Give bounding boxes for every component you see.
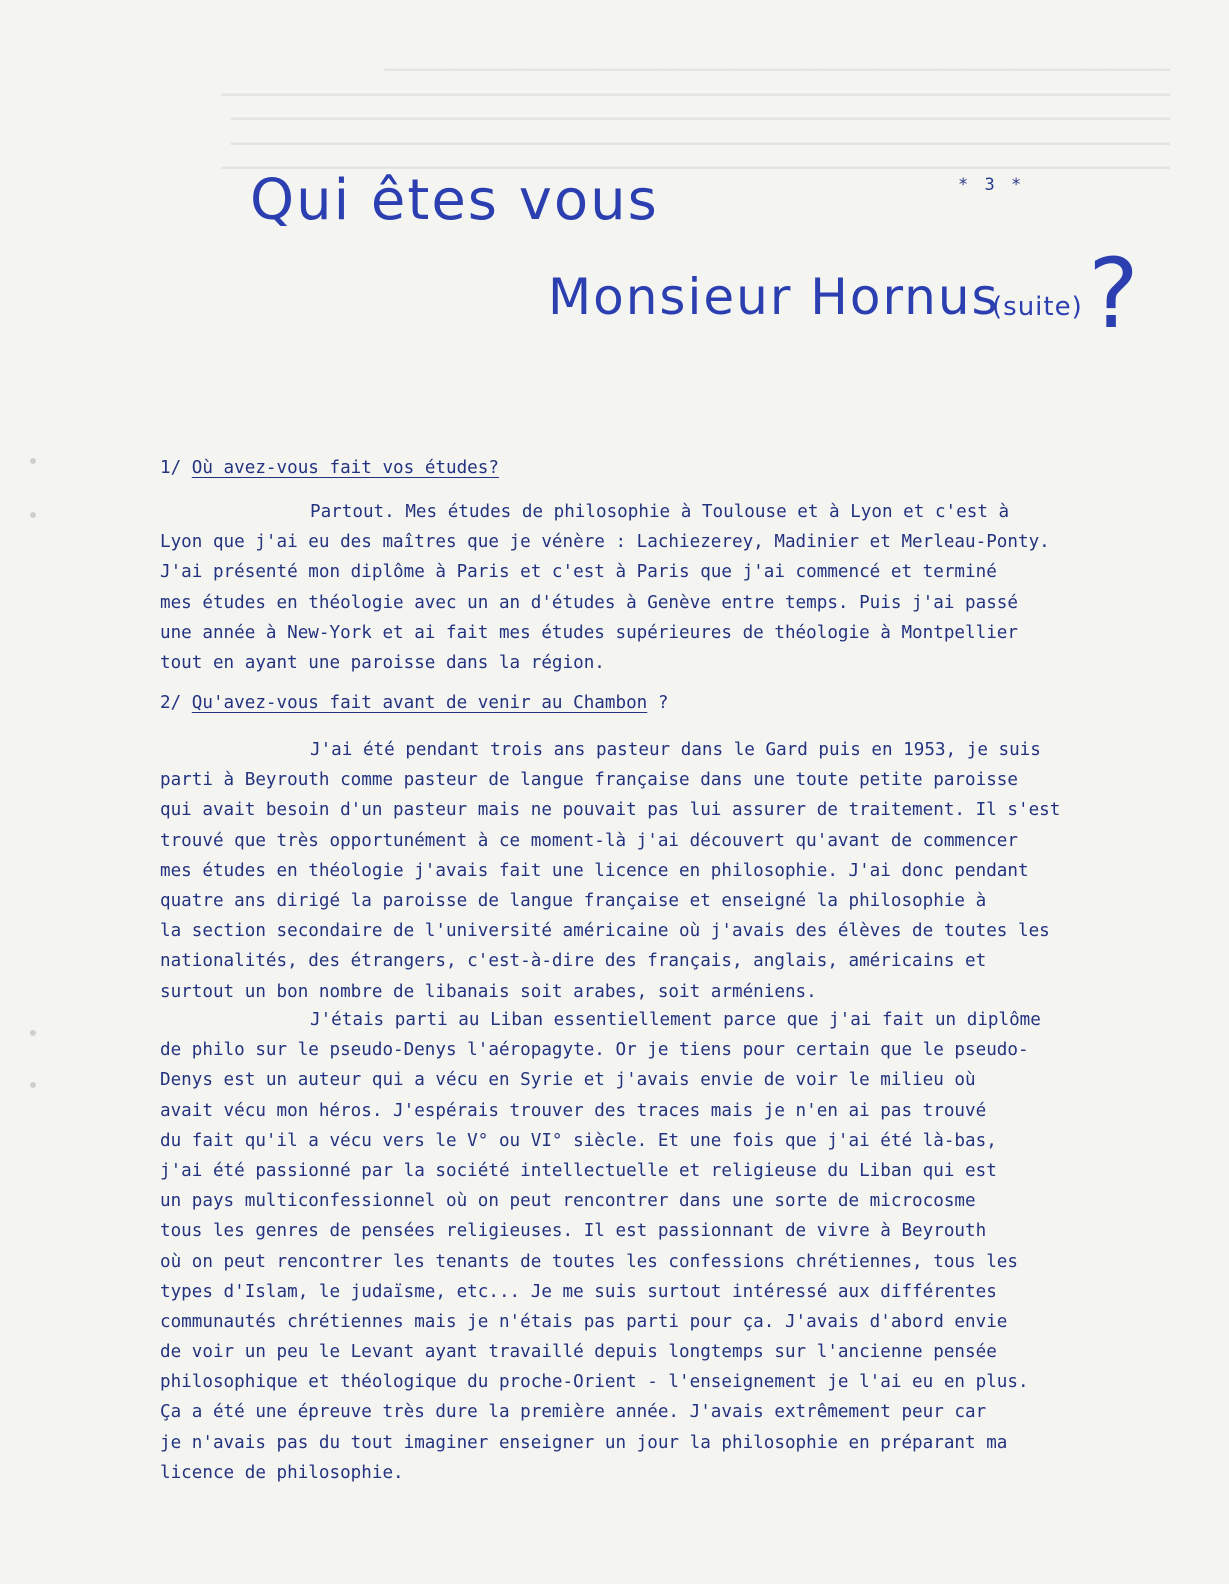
binder-hole bbox=[30, 458, 36, 464]
question-2-suffix: ? bbox=[647, 693, 669, 713]
question-2-number: 2/ bbox=[160, 693, 182, 713]
answer-1-line: tout en ayant une paroisse dans la région. bbox=[160, 652, 605, 673]
page-number: * 3 * bbox=[958, 175, 1025, 195]
answer-2b-line: où on peut rencontrer les tenants de toutes les confessions chrétiennes, tous les bbox=[160, 1251, 1018, 1272]
answer-2-line: parti à Beyrouth comme pasteur de langue française dans une toute petite paroisse bbox=[160, 770, 1018, 791]
answer-1-line: mes études en théologie avec un an d'études à Genève entre temps. Puis j'ai passé bbox=[160, 592, 1018, 613]
answer-1-line: Partout. Mes études de philosophie à Toulouse et à Lyon et c'est à bbox=[310, 502, 1010, 522]
question-1 bbox=[160, 453, 1170, 483]
answer-2-line: surtout un bon nombre de libanais soit arabes, soit arméniens. bbox=[160, 981, 817, 1002]
answer-2-paragraph-1 bbox=[160, 735, 1170, 1007]
handwritten-title-line1: Qui êtes vous bbox=[250, 168, 659, 233]
answer-2b-line: communautés chrétiennes mais je n'étais pas parti pour ça. J'avais d'abord envie bbox=[160, 1311, 1008, 1332]
answer-2-line: qui avait besoin d'un pasteur mais ne pouvait pas lui assurer de traitement. Il s'est bbox=[160, 800, 1061, 821]
handwritten-title-suite: (suite) bbox=[992, 292, 1083, 322]
handwritten-question-mark: ? bbox=[1088, 238, 1141, 350]
answer-2b-line: avait vécu mon héros. J'espérais trouver des traces mais je n'en ai pas trouvé bbox=[160, 1100, 987, 1121]
answer-2b-line: j'ai été passionné par la société intellectuelle et religieuse du Liban qui est bbox=[160, 1160, 997, 1181]
answer-2b-line: du fait qu'il a vécu vers le V° ou VI° siècle. Et une fois que j'ai été là-bas, bbox=[160, 1130, 997, 1151]
binder-hole bbox=[30, 512, 36, 518]
show-through-background: ━━━━━━━━━━━━━━━━━━━━━━━━━━━━━━━━━━━━━━━━━━━━━━━━━━━━━━━━━━━━━━━━━━━━━━━━━━━━━━━━━━━━━━━ ━━━━━━━━━━━━━━━━━━━━━━━━━━━━━━━━━━━━━━━━━━━━━━━━━━━━━━━━━━━━━━━━━━━━━━━━━━━━━━━━━━━━━━━━━━━━━━━━━━━━━━━━━ ━━━━━━━━━━━━━━━━━━━━━━━━━━━━━━━━━━━━━━━━━━━━━━━━━━━━━━━━━━━━━━━━━━━━━━━━━━━━━━━━━━━━━━━━━━━━━━━━━━━━━━━━ ━━━━━━━━━━━━━━━━━━━━━━━━━━━━━━━━━━━━━━━━━━━━━━━━━━━━━━━━━━━━━━━━━━━━━━━━━━━━━━━━━━━━━━━━━━━━━━━━━━━━━━━━ ━━━━━━━━━━━━━━━━━━━━━━━━━━━━━━━━━━━━━━━━━━━━━━━━━━━━━━━━━━━━━━━━━━━━━━━━━━━━━━━━━━━━━━━━━━━━━━━━━━━━━━━━━ bbox=[221, 61, 1170, 177]
handwritten-title-line2: Monsieur Hornus bbox=[548, 268, 1000, 326]
answer-2b-line: philosophique et théologique du proche-Orient - l'enseignement je l'ai eu en plus. bbox=[160, 1372, 1029, 1393]
answer-2b-line: je n'avais pas du tout imaginer enseigner un jour la philosophie en préparant ma bbox=[160, 1432, 1008, 1453]
binder-hole bbox=[30, 1030, 36, 1036]
answer-1-line: J'ai présenté mon diplôme à Paris et c'est à Paris que j'ai commencé et terminé bbox=[160, 562, 997, 583]
answer-2b-line: J'étais parti au Liban essentiellement parce que j'ai fait un diplôme bbox=[310, 1010, 1041, 1030]
question-2-text: Qu'avez-vous fait avant de venir au Chambon bbox=[191, 693, 648, 713]
answer-2-line: trouvé que très opportunément à ce moment-là j'ai découvert qu'avant de commencer bbox=[160, 830, 1018, 851]
question-1-number: 1/ bbox=[160, 458, 182, 478]
question-2 bbox=[160, 688, 1170, 718]
answer-2-line: nationalités, des étrangers, c'est-à-dire des français, anglais, américains et bbox=[160, 951, 987, 972]
answer-2b-line: un pays multiconfessionnel où on peut rencontrer dans une sorte de microcosme bbox=[160, 1191, 976, 1212]
answer-2-line: quatre ans dirigé la paroisse de langue française et enseigné la philosophie à bbox=[160, 890, 987, 911]
answer-2-line: mes études en théologie j'avais fait une licence en philosophie. J'ai donc pendant bbox=[160, 860, 1029, 881]
answer-2-paragraph-2 bbox=[160, 1005, 1170, 1488]
answer-2b-line: types d'Islam, le judaïsme, etc... Je me suis surtout intéressé aux différentes bbox=[160, 1281, 997, 1302]
question-1-text: Où avez-vous fait vos études? bbox=[191, 458, 499, 478]
answer-2-line: la section secondaire de l'université américaine où j'avais des élèves de toutes les bbox=[160, 921, 1050, 942]
answer-2b-line: Ça a été une épreuve très dure la première année. J'avais extrêmement peur car bbox=[160, 1402, 987, 1423]
answer-2b-line: Denys est un auteur qui a vécu en Syrie et j'avais envie de voir le milieu où bbox=[160, 1070, 976, 1091]
binder-hole bbox=[30, 1082, 36, 1088]
answer-1-line: Lyon que j'ai eu des maîtres que je vénère : Lachiezerey, Madinier et Merleau-Ponty. bbox=[160, 532, 1050, 553]
answer-1 bbox=[160, 497, 1170, 678]
answer-2b-line: de philo sur le pseudo-Denys l'aéropagyte. Or je tiens pour certain que le pseudo- bbox=[160, 1040, 1029, 1061]
answer-1-line: une année à New-York et ai fait mes études supérieures de théologie à Montpellier bbox=[160, 622, 1018, 643]
answer-2b-line: licence de philosophie. bbox=[160, 1462, 404, 1483]
answer-2-line: J'ai été pendant trois ans pasteur dans le Gard puis en 1953, je suis bbox=[310, 740, 1041, 760]
answer-2b-line: de voir un peu le Levant ayant travaillé depuis longtemps sur l'ancienne pensée bbox=[160, 1342, 997, 1363]
answer-2b-line: tous les genres de pensées religieuses. Il est passionnant de vivre à Beyrouth bbox=[160, 1221, 987, 1242]
